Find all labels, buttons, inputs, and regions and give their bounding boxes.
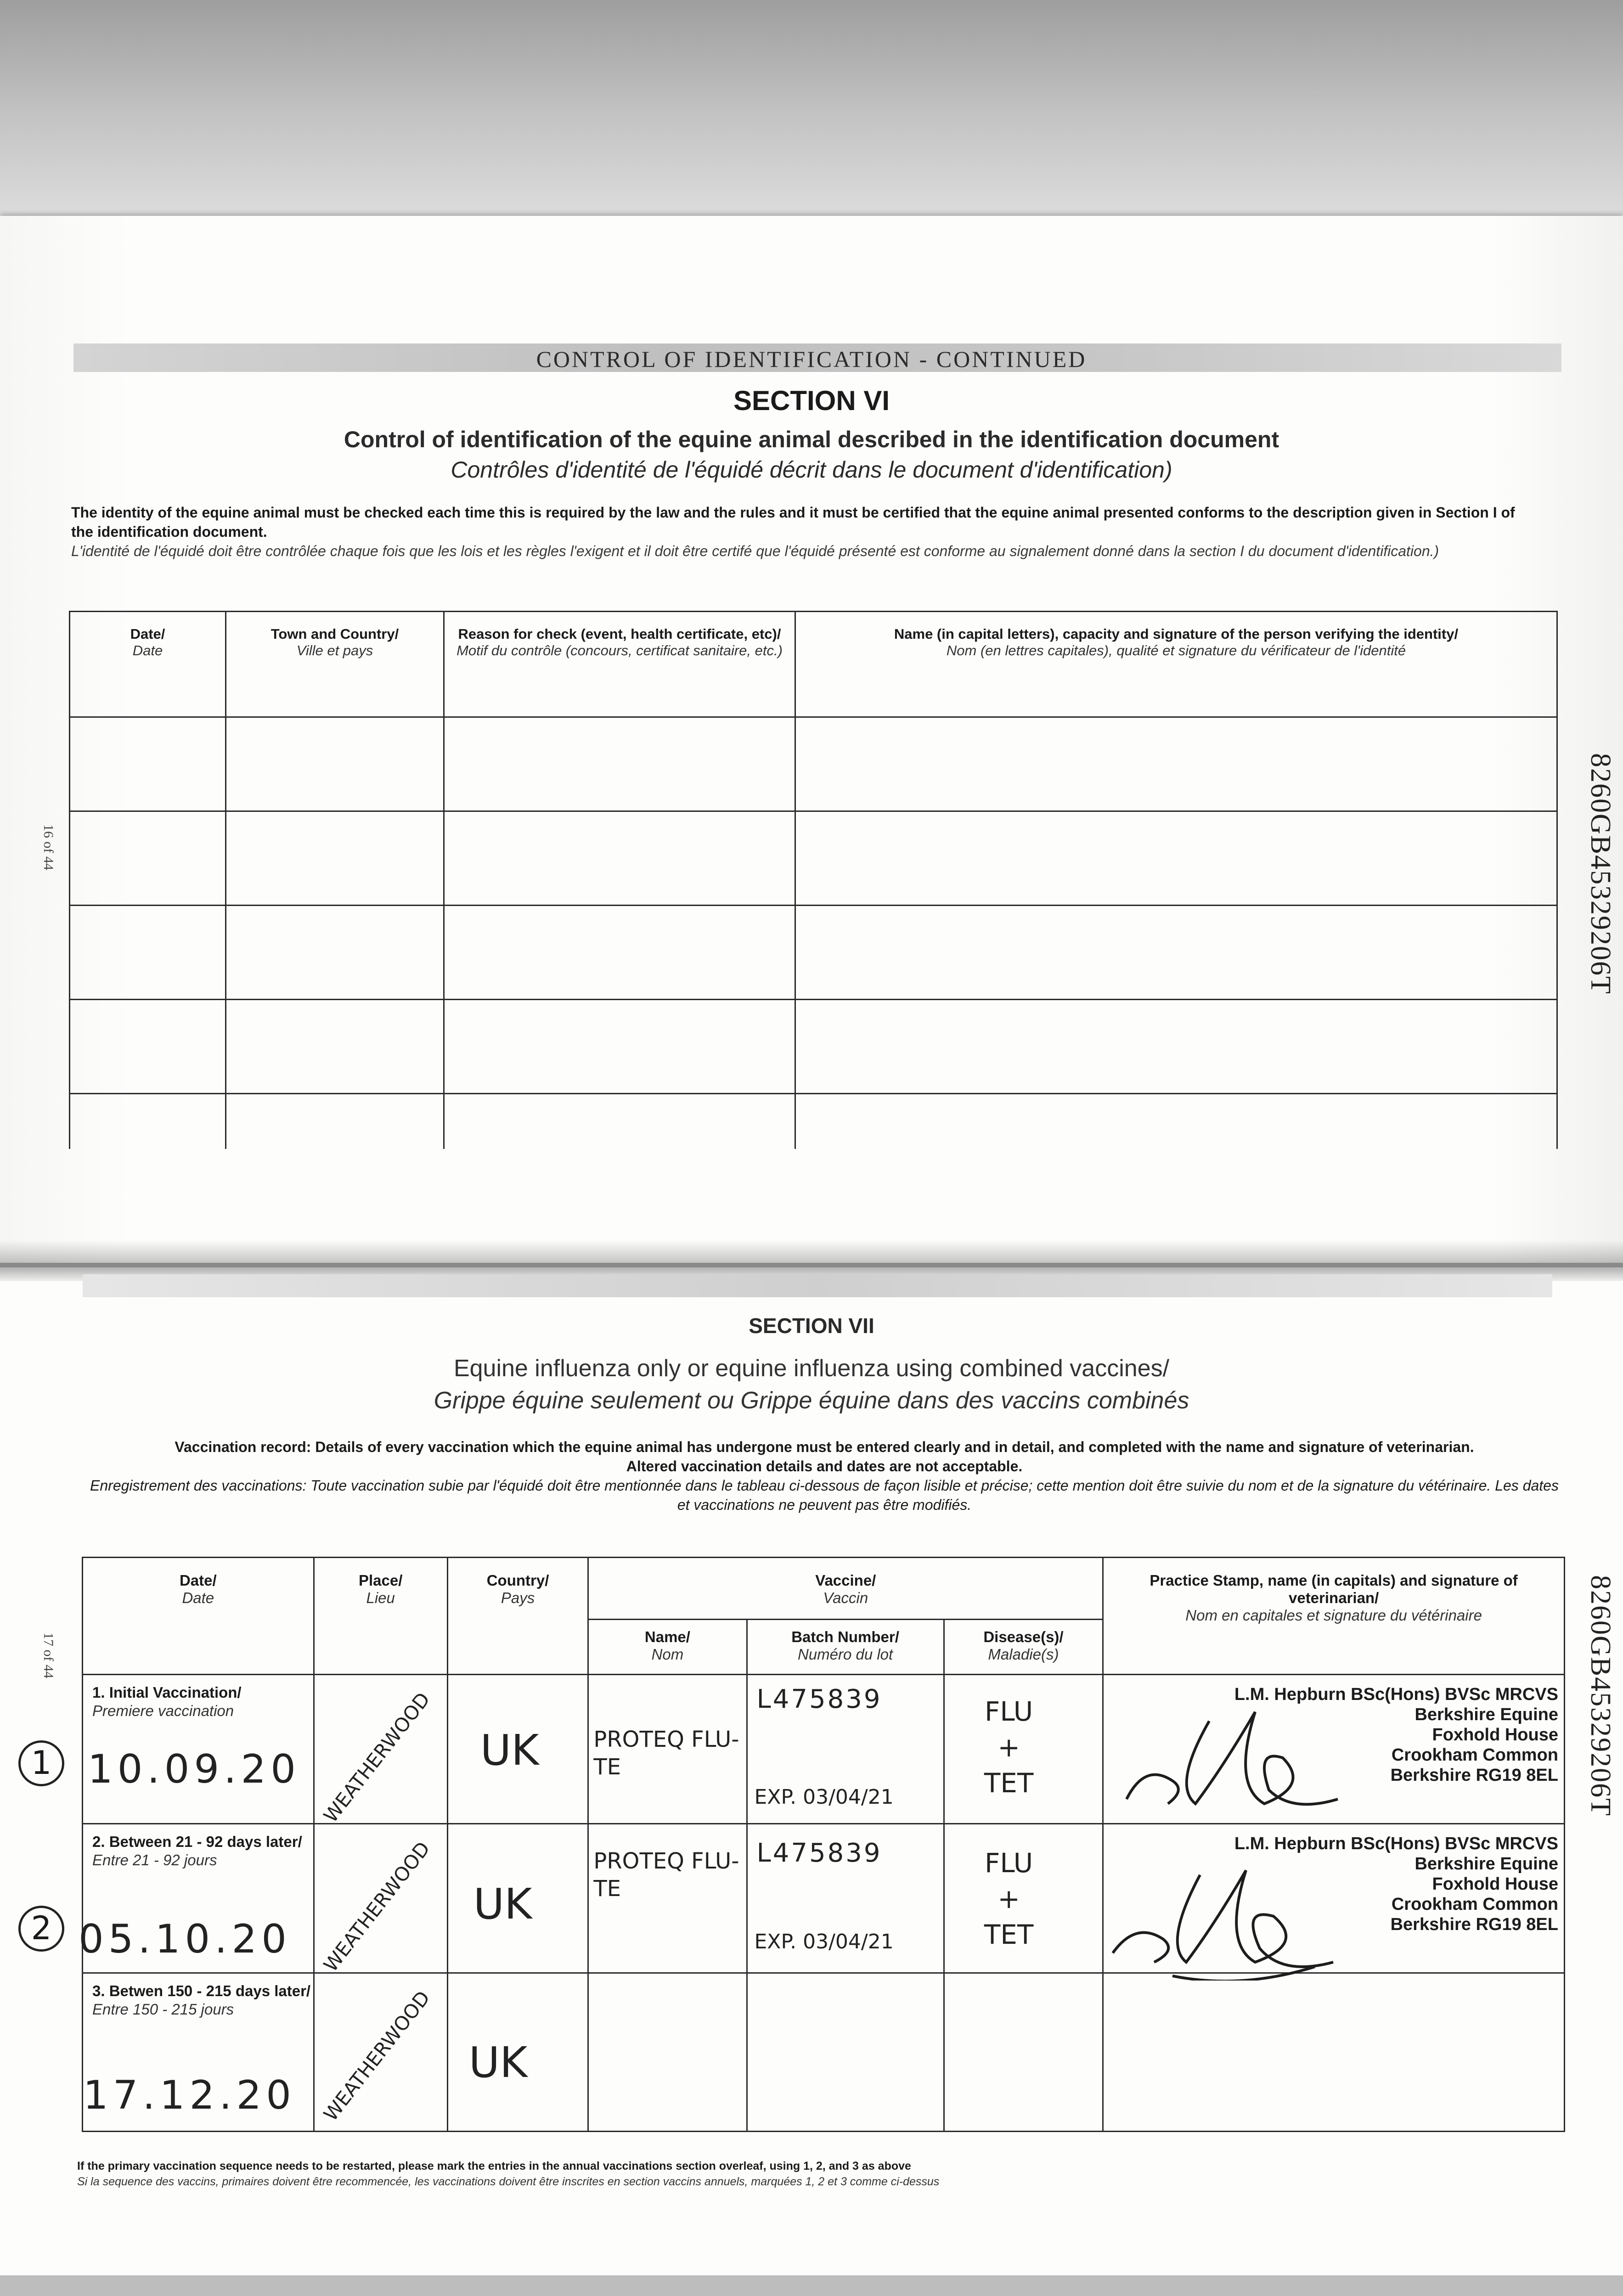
col-vaccine: Vaccine/ Vaccin	[588, 1558, 1103, 1620]
table-row	[70, 717, 1557, 811]
section7-subtitle-fr: Grippe équine seulement ou Grippe équine dans des vaccins combinés	[434, 1387, 1189, 1414]
col-date: Date/ Date	[83, 1558, 314, 1675]
stamp-cell[interactable]	[1103, 1824, 1565, 1973]
table-row	[70, 1094, 1557, 1149]
table-row	[70, 1000, 1557, 1094]
section6-intro	[71, 503, 1541, 561]
handwritten-date: 10.09.20	[88, 1746, 300, 1792]
sequence-marker-2: 2	[18, 1906, 64, 1952]
serial-number-lower: 8260GB45329206T	[1585, 1575, 1616, 1817]
batch-cell[interactable]	[747, 1824, 944, 1973]
vet-signature	[1117, 1694, 1347, 1818]
handwritten-place: WEATHERWOOD	[319, 1986, 434, 2126]
scanner-background	[0, 0, 1623, 216]
col-place: Place/ Lieu	[314, 1558, 447, 1675]
vaccine-name-cell[interactable]	[588, 1675, 747, 1824]
vaccination-intro: Vaccination record: Details of every vaccination which the equine animal has undergone must be entered clearly and in detail, and completed with the name and signature of veterinarian. Altered vaccination details and dates are not acceptable. Enregistrement des vaccinations: Toute vaccination subie par l'équidé doit être mentionnée dans le tableau ci-dessous de façon lisible et précise; cette mention doit être suivie du nom et de la signature du vétérinaire. Les dates et vaccinations ne peuvent pas être modifiés.	[90, 1439, 1559, 1513]
page-number-lower: 17 of 44	[41, 1632, 56, 1678]
section7-band	[83, 1274, 1552, 1297]
handwritten-expiry: EXP. 03/04/21	[754, 1785, 894, 1809]
col-name: Name (in capital letters), capacity and signature of the person verifying the identity/ Nom (en lettres capitales), qualité et signature du vérificateur de l'identité	[795, 612, 1557, 717]
vaccine-name-cell[interactable]	[588, 1973, 747, 2132]
section6-intro-en: The identity of the equine animal must be checked each time this is required by the law and the rules and it must be certified that the equine animal presented conforms to the description given in Section I of the identification document.	[71, 504, 1515, 540]
vet-signature	[1104, 1852, 1342, 1981]
handwritten-vaccine-name: PROTEQ FLU-TE	[593, 1848, 739, 1902]
vaccination-row-3	[83, 1973, 1565, 2132]
handwritten-disease: FLU + TET	[984, 1696, 1034, 1799]
page-header: CONTROL OF IDENTIFICATION - CONTINUED	[536, 346, 1087, 372]
table-row	[70, 811, 1557, 906]
country-cell[interactable]	[447, 1675, 588, 1824]
page-number-upper: 16 of 44	[41, 824, 56, 870]
handwritten-date: 05.10.20	[79, 1916, 291, 1962]
col-country: Country/ Pays	[447, 1558, 588, 1675]
date-cell[interactable]: 3. Betwen 150 - 215 days later/ Entre 150 - 215 jours 17.12.20	[83, 1973, 314, 2132]
disease-cell[interactable]	[944, 1973, 1103, 2132]
table-row	[70, 906, 1557, 1000]
col-vaccine-name: Name/ Nom	[588, 1620, 747, 1675]
scanner-bottom-edge	[0, 2275, 1623, 2296]
handwritten-disease: FLU + TET	[984, 1847, 1034, 1950]
practice-stamp: L.M. Hepburn BSc(Hons) BVSc MRCVS Berkshire Equine Foxhold House Crookham Common Berkshire RG19 8EL	[1234, 1834, 1558, 1934]
handwritten-country: UK	[468, 2038, 528, 2087]
handwritten-date: 17.12.20	[83, 2072, 296, 2118]
col-practice-stamp: Practice Stamp, name (in capitals) and signature of veterinarian/ Nom en capitales et signature du vétérinaire	[1103, 1558, 1565, 1675]
identification-check-table	[69, 611, 1558, 1149]
date-cell[interactable]: 2. Between 21 - 92 days later/ Entre 21 - 92 jours 05.10.20	[83, 1824, 314, 1973]
col-batch: Batch Number/ Numéro du lot	[747, 1620, 944, 1675]
stamp-cell[interactable]	[1103, 1973, 1565, 2132]
footnote: If the primary vaccination sequence needs to be restarted, please mark the entries in the annual vaccinations section overleaf, using 1, 2, and 3 as above Si la sequence des vaccins, primaires doivent être recommencée, les vaccinations doivent être inscrites en section vaccins annuels, marquées 1, 2 et 3 comme ci-dessus	[77, 2160, 940, 2188]
section6-subtitle-fr: Contrôles d'identité de l'équidé décrit dans le document d'identification)	[451, 457, 1172, 483]
handwritten-country: UK	[473, 1880, 532, 1929]
practice-stamp: L.M. Hepburn BSc(Hons) BVSc MRCVS Berkshire Equine Foxhold House Crookham Common Berkshire RG19 8EL	[1234, 1685, 1558, 1785]
vaccination-row-2	[83, 1824, 1565, 1973]
country-cell[interactable]	[447, 1973, 588, 2132]
stamp-cell[interactable]	[1103, 1675, 1565, 1824]
date-cell[interactable]: 1. Initial Vaccination/ Premiere vaccination 10.09.20	[83, 1675, 314, 1824]
handwritten-place: WEATHERWOOD	[319, 1837, 434, 1976]
country-cell[interactable]	[447, 1824, 588, 1973]
section6-intro-fr: L'identité de l'équidé doit être contrôlée chaque fois que les lois et les règles l'exigent et il doit être certifé que l'équidé présenté est conforme au signalement donné dans la section I du document d'identification.)	[71, 543, 1439, 559]
handwritten-country: UK	[480, 1726, 539, 1775]
sequence-marker-1: 1	[18, 1740, 64, 1786]
handwritten-batch: L475839	[756, 1684, 882, 1714]
handwritten-expiry: EXP. 03/04/21	[754, 1930, 894, 1953]
handwritten-vaccine-name: PROTEQ FLU-TE	[593, 1727, 739, 1780]
batch-cell[interactable]	[747, 1675, 944, 1824]
place-cell[interactable]	[314, 1824, 447, 1976]
handwritten-place: WEATHERWOOD	[319, 1688, 434, 1827]
col-reason: Reason for check (event, health certificate, etc)/ Motif du contrôle (concours, certificat sanitaire, etc.)	[444, 612, 795, 717]
disease-cell[interactable]	[944, 1675, 1103, 1824]
section7-title: SECTION VII	[749, 1314, 874, 1338]
place-cell[interactable]	[314, 1973, 447, 2132]
vaccination-row-1	[83, 1675, 1565, 1824]
col-town: Town and Country/ Ville et pays	[226, 612, 444, 717]
serial-number-upper: 8260GB45329206T	[1585, 753, 1616, 995]
section6-subtitle: Control of identification of the equine animal described in the identification document	[344, 427, 1279, 452]
col-date: Date/ Date	[70, 612, 226, 717]
place-cell[interactable]	[314, 1675, 447, 1827]
vaccination-table	[79, 1557, 1565, 2132]
batch-cell[interactable]	[747, 1973, 944, 2132]
section6-title: SECTION VI	[733, 385, 890, 416]
section7-subtitle: Equine influenza only or equine influenza using combined vaccines/	[453, 1355, 1170, 1382]
disease-cell[interactable]	[944, 1824, 1103, 1973]
vaccine-name-cell[interactable]	[588, 1824, 747, 1973]
col-disease: Disease(s)/ Maladie(s)	[944, 1620, 1103, 1675]
handwritten-batch: L475839	[756, 1838, 882, 1868]
